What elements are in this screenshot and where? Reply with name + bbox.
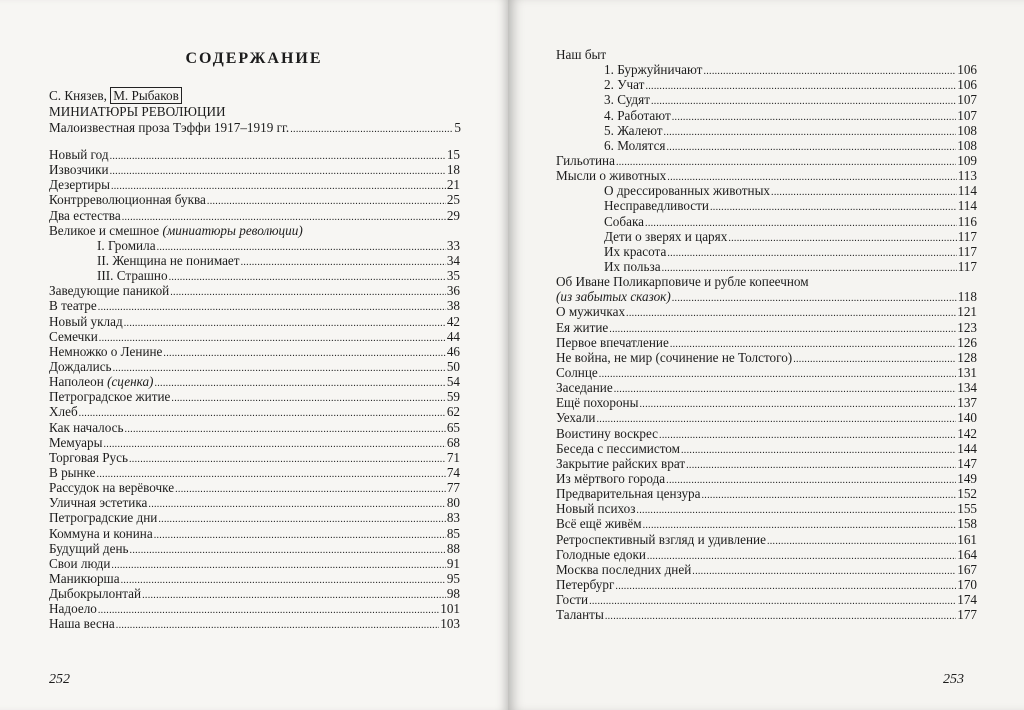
toc-entry[interactable] [556,562,977,577]
toc-entry-page: 88 [446,540,460,556]
toc-entry[interactable] [49,177,460,192]
toc-entry-title [49,435,102,450]
toc-entry[interactable] [49,192,460,207]
toc-entry-title-text: Извозчики [49,162,109,178]
toc-entry[interactable] [556,380,977,395]
page-number-right: 253 [943,672,964,687]
toc-entry-title-text: Как началось [49,419,124,435]
toc-entry[interactable] [556,77,977,92]
toc-entry-title-text: Закрытие райских врат [556,455,686,471]
toc-entry-title [556,456,685,471]
toc-entry-title-text: Будущий день [49,540,129,556]
toc-entry-title-text: Таланты [556,607,604,623]
toc-entry-title [556,335,669,350]
toc-entry-page: 59 [446,389,460,405]
toc-entry-title [556,532,766,547]
toc-entry-page: 167 [957,561,977,577]
toc-entry[interactable] [556,426,977,441]
toc-entry[interactable] [556,577,977,592]
toc-entry-title [556,153,615,168]
toc-entry-title-text: Об Иване Поликарповиче и рубле копеечном [556,274,809,290]
toc-entry[interactable] [49,601,460,616]
toc-entry-page: 140 [957,410,977,426]
toc-entry-title [49,344,162,359]
page-title: СОДЕРЖАНИЕ [185,50,323,67]
toc-entry-title [49,601,97,616]
toc-entry-title [604,62,702,77]
toc-entry-title-text: 5. Жалеют [604,122,663,138]
toc-entry-page: 121 [957,304,977,320]
toc-entry-title [49,420,124,435]
toc-entry-title [604,259,661,274]
toc-entry[interactable] [49,556,460,571]
toc-entry-title [556,47,606,62]
toc-entry-page: 62 [446,404,460,420]
toc-entry[interactable] [556,456,977,471]
leader-dots [605,607,956,624]
toc-entry-title-text: Коммуна и конина [49,525,153,541]
toc-entry-page: 126 [957,334,977,350]
toc-entry-title [556,486,701,501]
toc-entry[interactable] [49,162,460,177]
toc-entry-title [604,183,770,198]
toc-entry-title-text: Немножко о Ленине [49,343,163,359]
toc-entry-title [49,571,120,586]
toc-entry-title-text: Великое и смешное [49,222,163,238]
toc-entry-page: 65 [446,419,460,435]
toc-entry-title [604,244,666,259]
toc-entry-page: 113 [957,168,977,184]
toc-entry[interactable] [49,526,460,541]
toc-entry-title-text: Первое впечатление [556,334,669,350]
toc-entry-title-text: Петербург [556,576,615,592]
toc-entry[interactable] [49,465,460,480]
toc-entry-page: 164 [957,546,977,562]
intro-page: 5 [454,120,461,135]
toc-entry-title [49,556,110,571]
toc-entry-title [556,441,680,456]
toc-entry-page: 147 [957,455,977,471]
toc-entry-title-text: Москва последних дней [556,561,692,577]
toc-entry[interactable] [49,450,460,465]
toc-entry-title-text: Хлеб [49,404,78,420]
toc-entry-page: 33 [446,237,460,253]
toc-entry[interactable] [556,92,977,107]
toc-entry[interactable] [556,62,977,77]
toc-entry-page: 117 [957,258,977,274]
toc-entry-page: 91 [446,555,460,571]
toc-entry-title-text: Два естества [49,207,121,223]
toc-entry-title-text: Беседа с пессимистом [556,440,680,456]
toc-entry[interactable] [49,495,460,510]
toc-entry-title-text: Мысли о животных [556,168,667,184]
toc-entry-title-text: 2. Учат [604,77,645,93]
toc-entry-title-text: Из мёртвого города [556,470,666,486]
toc-entry-page: 158 [957,516,977,532]
toc-entry-title [97,268,168,283]
toc-entry-title-text: Наша весна [49,616,115,632]
toc-entry-title [556,168,666,183]
toc-entry[interactable] [49,238,460,253]
toc-entry-note: (миниатюры революции) [162,222,303,238]
toc-entry-page: 85 [446,525,460,541]
toc-entry[interactable] [556,47,977,62]
toc-entry[interactable] [49,208,460,223]
toc-entry-page: 137 [957,395,977,411]
toc-entry[interactable] [556,108,977,123]
toc-entry[interactable] [49,435,460,450]
toc-entry-page: 18 [446,162,460,178]
toc-entry-page: 50 [446,358,460,374]
toc-entry[interactable] [556,198,977,213]
toc-entry[interactable] [556,153,977,168]
toc-entry-title [556,426,658,441]
toc-entry[interactable] [556,168,977,183]
toc-entry-title-text: Дезертиры [49,177,110,193]
toc-entry-title [49,359,112,374]
toc-entry-title-text: Ея житие [556,319,609,335]
toc-entry-page: 177 [957,607,977,623]
toc-entry-title [556,592,588,607]
toc-entry-title-text: Предварительная цензура [556,486,701,502]
toc-entry[interactable] [49,374,460,389]
toc-entry-page: 29 [446,207,460,223]
toc-entry-page: 34 [446,252,460,268]
toc-entry-page: 25 [446,192,460,208]
toc-entry-page: 80 [446,495,460,511]
toc-entry-title [49,480,174,495]
toc-entry-page: 109 [957,152,977,168]
toc-entry-title [49,586,141,601]
toc-entry-title [49,314,123,329]
toc-entry-note: (из забытых сказок) [556,289,671,305]
toc-entry-title-text: Заседание [556,380,613,396]
toc-entry-page: 170 [957,576,977,592]
right-toc-list [556,47,977,622]
toc-entry-title-text: Гости [556,592,589,608]
toc-entry-title [49,147,109,162]
toc-entry-title-text: Собака [604,213,645,229]
toc-entry-title [97,238,156,253]
toc-entry[interactable] [556,289,977,304]
toc-entry-page: 98 [446,586,460,602]
toc-entry-title [604,138,666,153]
toc-entry-title-text: Наш быт [556,47,607,62]
toc-entry-title-text: 4. Работают [604,107,671,123]
toc-entry-title-text: 1. Буржуйничают [604,62,703,78]
leader-dots [290,120,453,137]
toc-entry-title-text: Мемуары [49,434,103,450]
toc-entry-title [604,108,671,123]
intro-block [49,88,461,135]
toc-entry[interactable] [49,359,460,374]
toc-entry[interactable] [49,404,460,419]
toc-entry-title-text: Рассудок на верёвочке [49,480,175,496]
toc-entry[interactable] [556,183,977,198]
authors-prefix: С. Князев, [49,88,111,103]
toc-entry-page: 149 [957,470,977,486]
toc-entry-title-text: Новый психоз [556,501,636,517]
toc-entry-title [49,208,121,223]
toc-entry-title [556,562,691,577]
toc-entry-page: 114 [957,183,977,199]
toc-entry-title [556,501,635,516]
leader-dots [116,616,439,633]
toc-entry-title [556,547,646,562]
toc-entry-page: 152 [957,486,977,502]
toc-entry-page: 116 [957,213,977,229]
toc-entry[interactable] [556,138,977,153]
toc-entry-title [49,223,303,238]
left-toc-list [49,147,460,632]
toc-entry-title-text: 6. Молятся [604,137,666,153]
toc-entry[interactable] [49,147,460,162]
toc-entry-title-text: Всё ещё живём [556,516,642,532]
toc-entry-title-text: Контрреволюционная буква [49,192,206,208]
toc-entry-page: 128 [957,349,977,365]
toc-entry[interactable] [49,223,460,238]
toc-entry-page: 83 [446,510,460,526]
toc-entry-title [49,162,109,177]
right-page [508,0,1024,710]
toc-entry-title [556,380,613,395]
toc-entry-title-text: 3. Судят [604,92,650,108]
toc-entry-title-text: Маникюрша [49,570,120,586]
toc-entry[interactable] [49,329,460,344]
toc-entry-title [556,607,604,622]
toc-entry-page: 144 [957,440,977,456]
toc-entry-title [49,510,157,525]
toc-entry-page: 118 [957,289,977,305]
toc-entry[interactable] [556,532,977,547]
toc-entry-page: 155 [957,501,977,517]
toc-entry-title [49,616,115,631]
toc-entry-title [556,274,809,289]
toc-entry-title-text: I. Громила [97,237,156,253]
toc-entry-title-text: III. Страшно [97,268,168,284]
section-heading: МИНИАТЮРЫ РЕВОЛЮЦИИ [49,104,226,119]
toc-entry[interactable] [556,471,977,486]
toc-entry[interactable] [556,123,977,138]
toc-entry[interactable] [556,365,977,380]
toc-entry-title [49,389,170,404]
toc-entry-page: 106 [957,77,977,93]
toc-entry-title-text: Петроградские дни [49,510,158,526]
toc-entry-page: 103 [440,616,460,632]
toc-entry-title [49,192,206,207]
intro-entry[interactable] [49,120,461,135]
toc-entry-title [556,304,625,319]
toc-entry-title [556,410,595,425]
toc-entry[interactable] [556,501,977,516]
toc-entry-page: 117 [957,243,977,259]
toc-entry-title-text: Ещё похороны [556,395,639,411]
page-number-left: 252 [49,672,70,687]
toc-entry-title-text: Их польза [604,258,661,274]
toc-entry-title [49,404,78,419]
left-page [0,0,508,710]
toc-entry-title [49,495,147,510]
toc-entry-title [604,198,709,213]
toc-entry-title-text: Наполеон [49,374,108,390]
authors-boxed: М. Рыбаков [110,87,182,104]
toc-entry[interactable] [556,547,977,562]
toc-entry-title-text: Заведующие паникой [49,283,170,299]
toc-entry-title [556,365,598,380]
toc-entry[interactable] [49,480,460,495]
toc-entry-title-text: Уличная эстетика [49,495,148,511]
toc-entry-title-text: Торговая Русь [49,449,128,465]
toc-entry-title-text: Дождались [49,358,112,374]
toc-entry-title-text: Дыбокрылонтай [49,586,142,602]
toc-entry-page: 161 [957,531,977,547]
toc-entry-title-text: В театре [49,298,97,314]
toc-entry[interactable] [556,350,977,365]
toc-entry-title-text: Их красота [604,243,667,259]
toc-entry-page: 46 [446,343,460,359]
toc-entry[interactable] [49,616,460,631]
toc-entry[interactable] [556,607,977,622]
toc-entry-page: 54 [446,374,460,390]
toc-entry-page: 36 [446,283,460,299]
toc-entry-title-text: Дети о зверях и царях [604,228,728,244]
toc-entry-title [556,516,642,531]
toc-entry-title-text: Воистину воскрес [556,425,659,441]
toc-entry-title [49,374,153,389]
toc-entry[interactable] [49,510,460,525]
toc-entry[interactable] [556,244,977,259]
toc-entry-title-text: Ретроспективный взгляд и удивление [556,531,766,547]
toc-entry-title-text: Солнце [556,364,598,380]
toc-entry-page: 15 [446,147,460,162]
toc-entry[interactable] [556,592,977,607]
toc-entry[interactable] [49,268,460,283]
toc-entry-title [49,283,169,298]
toc-entry-title-text: II. Женщина не понимает [97,252,240,268]
toc-entry-title [556,289,671,304]
toc-entry-page: 106 [957,62,977,78]
toc-entry[interactable] [49,253,460,268]
toc-entry-title [49,177,110,192]
toc-entry-page: 101 [440,601,460,617]
toc-entry-page: 107 [957,107,977,123]
toc-entry-title-text: Надоело [49,601,97,617]
authors-line [49,88,461,104]
toc-entry-title [556,577,614,592]
toc-entry-title-text: О дрессированных животных [604,183,771,199]
toc-entry[interactable] [556,395,977,410]
toc-entry-page: 44 [446,328,460,344]
toc-entry[interactable] [49,571,460,586]
toc-entry-page: 71 [446,449,460,465]
toc-entry-title [556,320,608,335]
toc-entry[interactable] [556,214,977,229]
toc-entry-title-text: Гильотина [556,152,615,168]
toc-entry-title [49,298,97,313]
toc-entry-title [97,253,240,268]
toc-entry-title [556,471,665,486]
toc-entry[interactable] [556,410,977,425]
toc-entry-page: 42 [446,313,460,329]
toc-entry[interactable] [49,344,460,359]
toc-entry[interactable] [49,586,460,601]
toc-entry-page: 77 [446,480,460,496]
toc-entry-title-text: Новый год [49,147,109,162]
toc-entry-title [604,123,663,138]
toc-entry[interactable] [49,389,460,404]
toc-entry-title [556,350,792,365]
toc-entry[interactable] [49,541,460,556]
toc-entry-title [49,541,129,556]
intro-subtitle: Малоизвестная проза Тэффи 1917–1919 гг. [49,120,290,135]
toc-entry-title-text: Не война, не мир (сочинение не Толстого) [556,349,793,365]
toc-entry-title [49,465,96,480]
toc-entry-page: 114 [957,198,977,214]
toc-entry-page: 35 [446,268,460,284]
toc-entry-page: 107 [957,92,977,108]
toc-entry-page: 174 [957,592,977,608]
toc-entry[interactable] [556,229,977,244]
toc-entry-title [556,395,638,410]
toc-entry[interactable] [556,335,977,350]
toc-entry-title-text: Несправедливости [604,198,709,214]
toc-entry-note: (сценка) [107,374,154,390]
toc-entry-page: 117 [957,228,977,244]
toc-entry-title [604,92,650,107]
toc-entry[interactable] [556,516,977,531]
toc-entry-title [604,214,644,229]
toc-entry-page: 131 [957,364,977,380]
toc-entry-page: 74 [446,464,460,480]
toc-entry-title-text: Петроградское житие [49,389,171,405]
toc-entry-title [49,450,128,465]
toc-entry-title-text: Новый уклад [49,313,123,329]
toc-entry[interactable] [556,486,977,501]
toc-entry-page: 108 [957,122,977,138]
toc-entry[interactable] [556,274,977,289]
toc-entry-page: 38 [446,298,460,314]
toc-entry-title [49,329,98,344]
toc-entry-title-text: В рынке [49,464,96,480]
toc-entry[interactable] [49,298,460,313]
toc-entry-title-text: О мужичках [556,304,626,320]
toc-entry-page: 142 [957,425,977,441]
toc-entry-page: 95 [446,570,460,586]
toc-entry-page: 108 [957,137,977,153]
toc-entry-page: 68 [446,434,460,450]
toc-entry-page: 123 [957,319,977,335]
toc-entry-page: 134 [957,380,977,396]
toc-entry-title-text: Семечки [49,328,98,344]
toc-entry-title [604,77,644,92]
toc-entry[interactable] [49,314,460,329]
toc-entry-title-text: Уехали [556,410,596,426]
toc-entry-title [604,229,727,244]
toc-entry[interactable] [556,441,977,456]
toc-entry[interactable] [556,304,977,319]
toc-entry-title-text: Свои люди [49,555,111,571]
toc-entry[interactable] [556,320,977,335]
toc-entry[interactable] [49,420,460,435]
toc-entry[interactable] [556,259,977,274]
toc-entry-page: 21 [446,177,460,193]
toc-entry-title [49,526,153,541]
toc-entry-title-text: Голодные едоки [556,546,646,562]
toc-entry[interactable] [49,283,460,298]
